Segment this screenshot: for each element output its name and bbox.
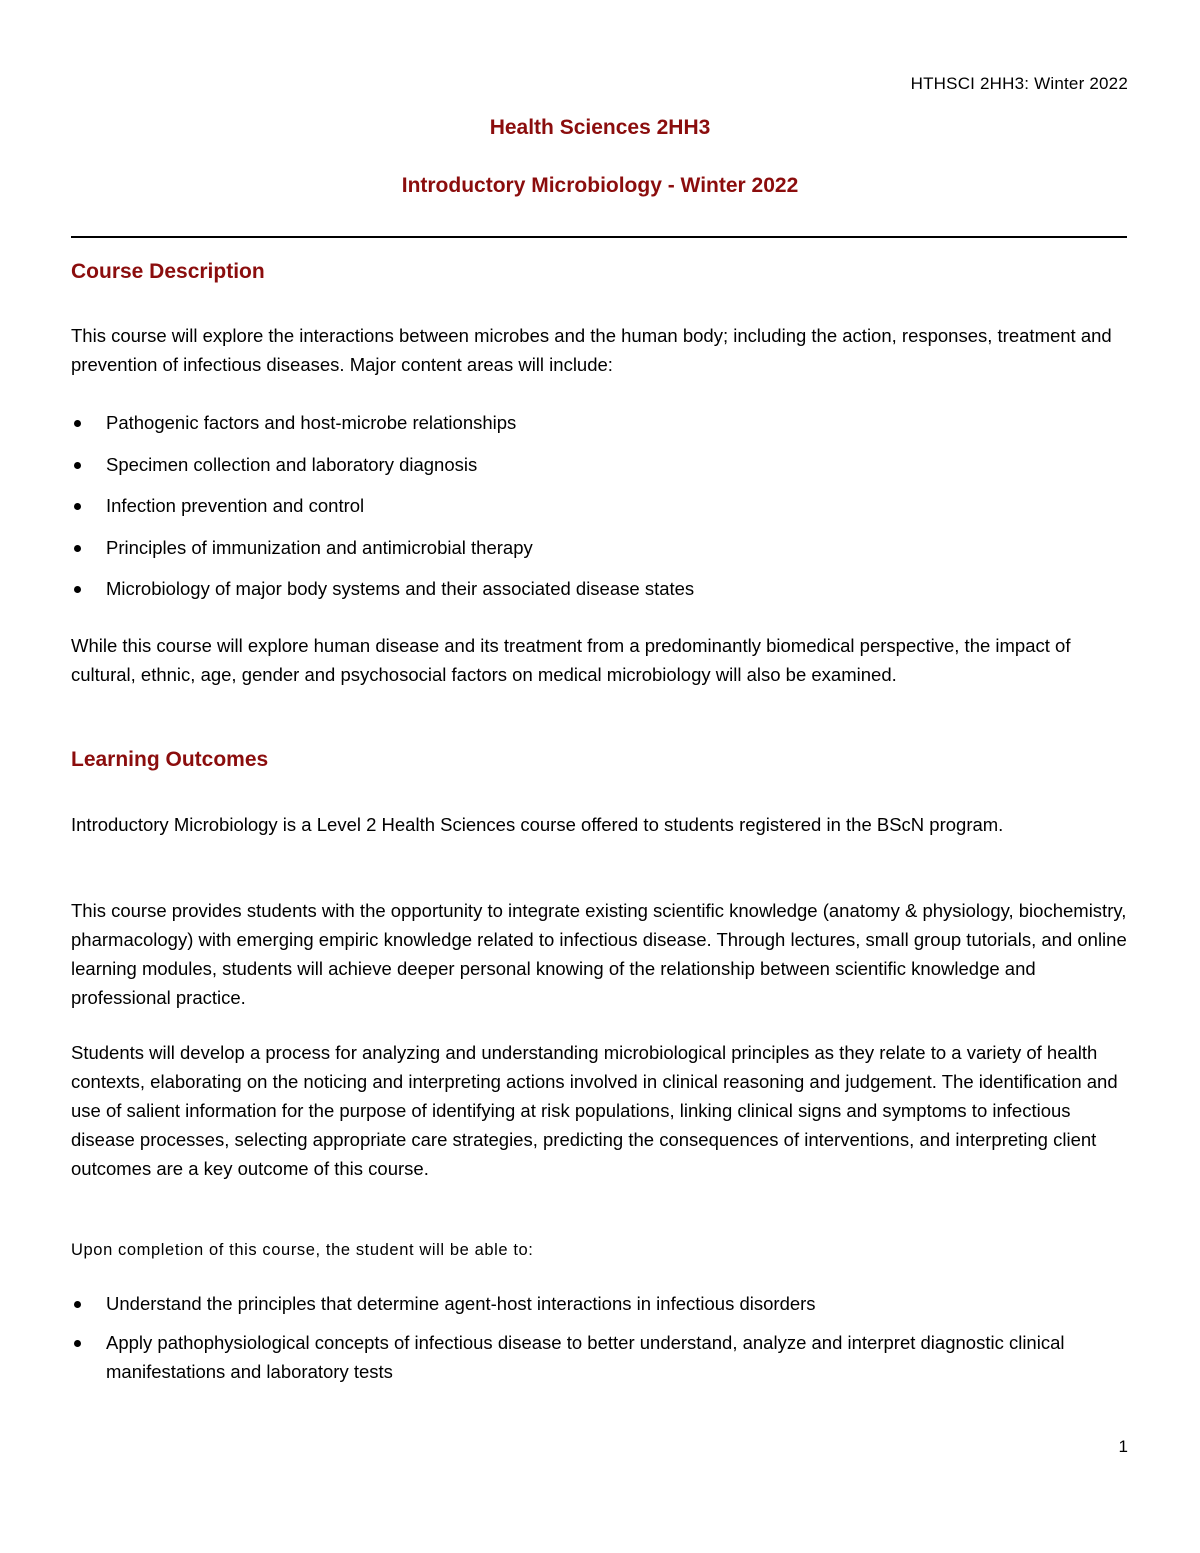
learning-outcomes-heading: Learning Outcomes [71, 748, 269, 771]
course-description-heading: Course Description [71, 260, 265, 283]
bullet-icon [74, 503, 81, 510]
learning-outcomes-para-1: Introductory Microbiology is a Level 2 Health Sciences course offered to students registered in the BScN program. [71, 814, 1004, 835]
document-title: Health Sciences 2HH3 [489, 116, 711, 139]
course-description-closing: While this course will explore human disease and its treatment from a predominantly biomedical perspective, the impact of cultural, ethnic, age, gender and psychosocial factors on medical microbiology will also be examined. [71, 635, 1071, 685]
page-number: 1 [1118, 1437, 1128, 1456]
list-item: Infection prevention and control [71, 491, 1131, 520]
list-item: Principles of immunization and antimicrobial therapy [71, 533, 1131, 562]
bullet-icon [74, 1340, 81, 1347]
content-areas-list [71, 408, 1131, 616]
learning-outcomes-para-2: This course provides students with the opportunity to integrate existing scientific knowledge (anatomy & physiology, biochemistry, pharmacology) with emerging empiric knowledge related to infectious disease. Through lectures, small group tutorials, and online learning modules, students will achieve deeper personal knowing of the relationship between scientific knowledge and professional practice. [71, 900, 1127, 1008]
document-subtitle: Introductory Microbiology - Winter 2022 [401, 174, 799, 197]
bullet-icon [74, 462, 81, 469]
list-item: Understand the principles that determine agent-host interactions in infectious disorders [71, 1289, 1131, 1318]
list-item: Pathogenic factors and host-microbe relationships [71, 408, 1131, 437]
list-item: Specimen collection and laboratory diagnosis [71, 450, 1131, 479]
bullet-icon [74, 586, 81, 593]
running-header: HTHSCI 2HH3: Winter 2022 [910, 74, 1128, 93]
title-divider [71, 236, 1127, 238]
course-description-intro: This course will explore the interactions between microbes and the human body; including the action, responses, treatment and prevention of infectious diseases. Major content areas will include: [71, 325, 1112, 375]
bullet-icon [74, 545, 81, 552]
learning-outcomes-para-3: Students will develop a process for analyzing and understanding microbiological principles as they relate to a variety of health contexts, elaborating on the noticing and interpreting actions involved in clinical reasoning and judgement. The identification and use of salient information for the purpose of identifying at risk populations, linking clinical signs and symptoms to infectious disease processes, selecting appropriate care strategies, predicting the consequences of interventions, and interpreting client outcomes are a key outcome of this course. [71, 1042, 1118, 1179]
outcomes-lead-in: Upon completion of this course, the student will be able to: [71, 1241, 534, 1259]
outcomes-list [71, 1289, 1131, 1396]
list-item: Microbiology of major body systems and their associated disease states [71, 574, 1131, 603]
list-item: Apply pathophysiological concepts of infectious disease to better understand, analyze and interpret diagnostic clinical manifestations and laboratory tests [71, 1328, 1131, 1386]
bullet-icon [74, 1301, 81, 1308]
bullet-icon [74, 420, 81, 427]
